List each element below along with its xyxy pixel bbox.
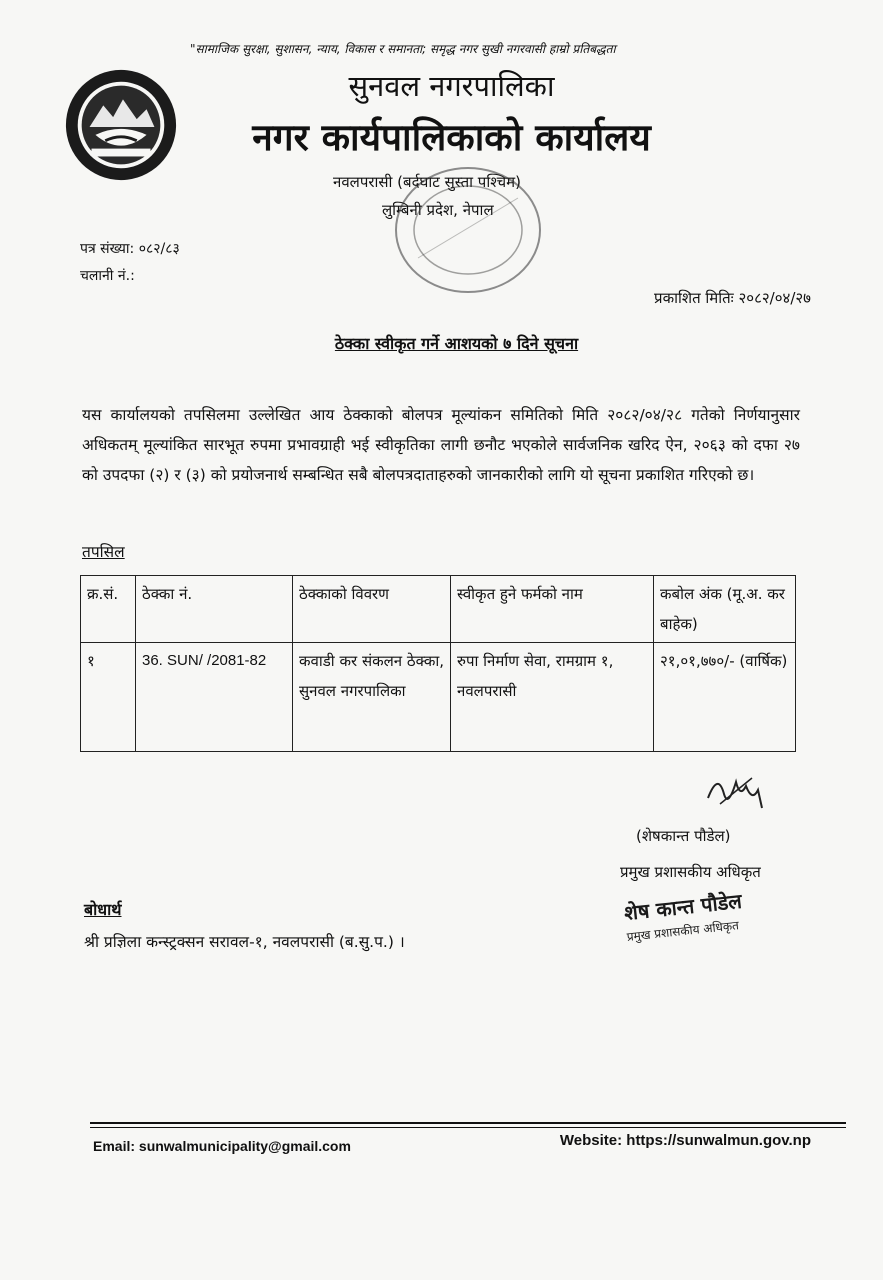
reference-block <box>80 236 180 290</box>
letter-number: पत्र संख्या: ०८२/८३ <box>80 241 180 257</box>
dispatch-number: चलानी नं.: <box>80 268 135 284</box>
column-header: क्र.सं. <box>81 576 136 643</box>
footer-divider-thin <box>90 1127 846 1128</box>
office-name: नगर कार्यपालिकाको कार्यालय <box>252 116 651 159</box>
column-header: ठेक्काको विवरण <box>293 576 451 643</box>
signatory-title: प्रमुख प्रशासकीय अधिकृत <box>620 863 761 881</box>
column-header: स्वीकृत हुने फर्मको नाम <box>451 576 654 643</box>
column-header: कबोल अंक (मू.अ. कर बाहेक) <box>654 576 796 643</box>
column-header: ठेक्का नं. <box>136 576 293 643</box>
motto: "सामाजिक सुरक्षा, सुशासन, न्याय, विकास र समानता; समृद्ध नगर सुखी नगरवासी हाम्रो प्रतिबद्धता <box>190 42 616 56</box>
table-cell: 36. SUN/ /2081-82 <box>136 643 293 752</box>
footer-divider <box>90 1122 846 1124</box>
stamp-title: प्रमुख प्रशासकीय अधिकृत <box>626 918 740 944</box>
published-date: प्रकाशित मितिः २०८२/०४/२७ <box>654 289 811 307</box>
table-cell: कवाडी कर संकलन ठेक्का, सुनवल नगरपालिका <box>293 643 451 752</box>
fyi-recipient: श्री प्रज्ञिला कन्स्ट्रक्सन सरावल-१, नवलपरासी (ब.सु.प.) । <box>84 933 405 951</box>
footer-website: Website: https://sunwalmun.gov.np <box>559 1132 811 1149</box>
notice-body: यस कार्यालयको तपसिलमा उल्लेखित आय ठेक्काको बोलपत्र मूल्यांकन समितिको मिति २०८२/०४/२८ गतेको निर्णयानुसार अधिकतम् मूल्यांकित सारभूत रुपमा प्रभावग्राही भई स्वीकृतिका लागी छनौट भएकोले सार्वजनिक खरिद ऐन, २०६३ को दफा २७ को उपदफा (२) र (३) को प्रयोजनार्थ सम्बन्धित सबै बोलपत्रदाताहरुको जानकारीको लागि यो सूचना प्रकाशित गरिएको छ। <box>82 406 800 484</box>
address-line-1: नवलपरासी (बर्दघाट सुस्ता पश्चिम) <box>333 173 521 191</box>
signature-mark <box>700 768 770 818</box>
details-label: तपसिल <box>82 543 125 561</box>
signatory-stamp <box>623 881 801 969</box>
stamp-name: शेष कान्त पौडेल <box>623 888 743 926</box>
footer-email: Email: sunwalmunicipality@gmail.com <box>93 1138 351 1154</box>
office-round-stamp <box>388 158 548 298</box>
table-header-row <box>81 576 796 643</box>
notice-title: ठेक्का स्वीकृत गर्ने आशयको ७ दिने सूचना <box>334 334 579 353</box>
signatory-name: (शेषकान्त पौडेल) <box>636 827 731 845</box>
table-cell: १ <box>81 643 136 752</box>
details-table <box>80 575 796 752</box>
table-cell: रुपा निर्माण सेवा, रामग्राम १, नवलपरासी <box>451 643 654 752</box>
address-line-2: लुम्बिनी प्रदेश, नेपाल <box>382 201 494 219</box>
fyi-label: बोधार्थ <box>84 900 122 919</box>
table-cell: २१,०१,७७०/- (वार्षिक) <box>654 643 796 752</box>
table-row <box>81 643 796 752</box>
municipality-name: सुनवल नगरपालिका <box>348 69 555 103</box>
